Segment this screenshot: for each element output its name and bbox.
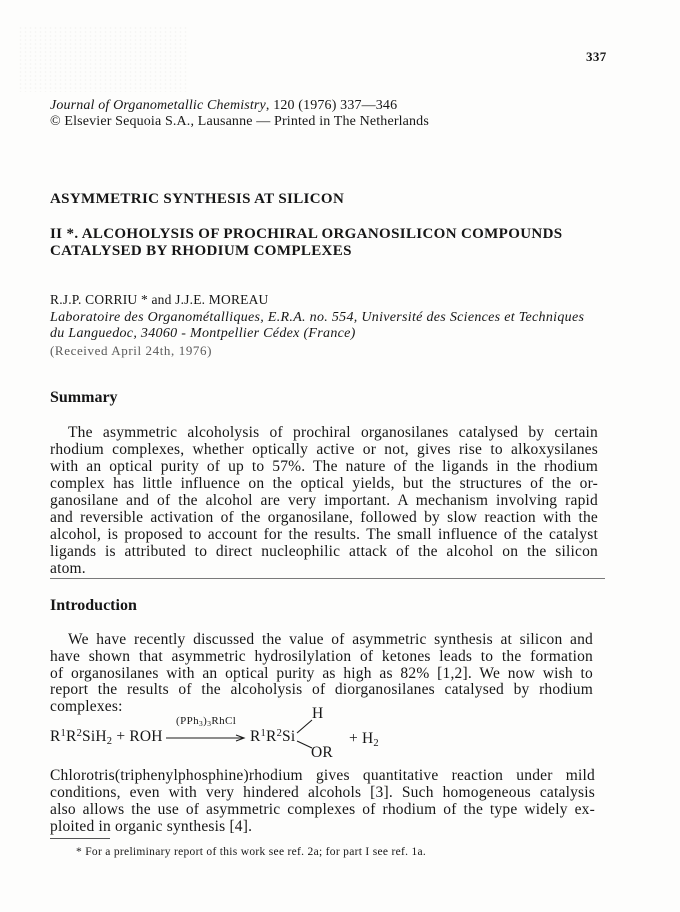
series-title: ASYMMETRIC SYNTHESIS AT SILICON: [50, 191, 345, 207]
r1-symbol: R: [250, 728, 261, 745]
catalyst-part: ): [203, 715, 208, 727]
affiliation-line: du Languedoc, 34060 - Montpellier Cédex (France): [50, 326, 356, 341]
summary-line: The asymmetric alcoholysis of prochiral organosilanes catalysed by certain: [68, 424, 598, 441]
introduction-line: report the results of the alcoholysis of diorganosilanes catalysed by rhodium: [50, 681, 593, 699]
summary-line: and reversible activation of the organosilane, followed by slow reaction with the: [50, 509, 598, 526]
equation-catalyst: [176, 715, 236, 727]
journal-volume-pages: , 120 (1976) 337—346: [265, 98, 398, 113]
introduction-line: We have recently discussed the value of asymmetric synthesis at silicon and: [68, 631, 593, 648]
introduction-line: also allows the use of asymmetric complexes of rhodium of the type widely ex-: [50, 801, 595, 818]
product-hydrogen: H: [312, 705, 324, 722]
summary-line: alcohol, is proposed to account for the results. The small influence of the catalyst: [50, 526, 598, 543]
reaction-arrow-icon: [166, 731, 246, 745]
product-alkoxy: OR: [311, 744, 333, 761]
r2-symbol: R: [66, 728, 77, 745]
footnote: * For a preliminary report of this work see ref. 2a; for part I see ref. 1a.: [76, 846, 427, 858]
page-number: 337: [586, 49, 607, 64]
equation-product: [250, 728, 295, 746]
introduction-line: complexes:: [50, 698, 123, 716]
introduction-line: Chlorotris(triphenylphosphine)rhodium gives quantitative reaction under mild: [50, 767, 595, 784]
introduction-line: have shown that asymmetric hydrosilylation of ketones leads to the formation: [50, 647, 593, 665]
summary-line: with an optical purity of up to 57%. The nature of the ligands in the rhodium: [50, 458, 598, 475]
equation-reactants: [50, 728, 163, 746]
summary-text: [50, 424, 598, 577]
introduction-line: conditions, even with very hindered alcohols [3]. Such homogeneous catalysis: [50, 784, 595, 801]
catalyst-part: (PPh: [176, 715, 199, 727]
article-title: [50, 226, 562, 260]
silicon-symbol: Si: [282, 728, 296, 745]
received-date: (Received April 24th, 1976): [50, 343, 213, 358]
hydrogen-subscript: 2: [373, 738, 379, 750]
summary-heading: Summary: [50, 389, 118, 406]
journal-header: [50, 98, 429, 130]
r1-superscript: 1: [60, 728, 67, 740]
summary-line: complex has little influence on the optical yields, but the structures of the or-: [50, 475, 598, 492]
alcohol-term: + ROH: [116, 728, 163, 745]
silane-symbol: SiH: [82, 728, 107, 745]
footnote-divider: [50, 838, 110, 839]
journal-name: Journal of Organometallic Chemistry: [50, 98, 266, 113]
introduction-heading: Introduction: [50, 597, 137, 614]
r1-superscript: 1: [260, 728, 267, 740]
introduction-line: of organosilanes with an optical purity as high as 82% [1,2]. We now wish to: [50, 664, 593, 682]
summary-line: atom.: [50, 560, 86, 577]
article-title-line: CATALYSED BY RHODIUM COMPLEXES: [50, 243, 352, 259]
introduction-line: ploited in organic synthesis [4].: [50, 818, 253, 835]
r2-symbol: R: [266, 728, 277, 745]
article-title-line: II *. ALCOHOLYSIS OF PROCHIRAL ORGANOSILICON COMPOUNDS: [50, 226, 563, 242]
bond-line-lower: [297, 741, 312, 748]
affiliation-line: Laboratoire des Organométalliques, E.R.A. no. 554, Université des Sciences et Techniques: [50, 310, 585, 325]
summary-line: ligands is attributed to direct nucleophilic attack of the alcohol on the silicon: [50, 543, 598, 560]
bond-line-upper: [297, 720, 312, 733]
catalyst-subscript: 3: [207, 719, 212, 729]
summary-line: rhodium complexes, whether optically active or not, gives rise to alkoxysilanes: [50, 441, 598, 458]
section-divider: [50, 578, 605, 579]
hydrogen-term: + H: [349, 730, 374, 747]
scan-speckle: [18, 26, 188, 92]
journal-citation-line: [50, 98, 429, 114]
r2-superscript: 2: [76, 728, 83, 740]
introduction-paragraph: [50, 767, 595, 835]
introduction-paragraph: [50, 632, 593, 716]
catalyst-subscript: 3: [199, 719, 204, 729]
authors: R.J.P. CORRIU * and J.J.E. MOREAU: [50, 292, 269, 307]
r1-symbol: R: [50, 728, 61, 745]
silane-subscript: 2: [106, 736, 113, 748]
catalyst-part: RhCl: [211, 715, 237, 727]
r2-superscript: 2: [276, 728, 283, 740]
equation-byproduct: [349, 730, 379, 748]
affiliation: [50, 310, 584, 342]
summary-line: ganosilane and of the alcohol are very important. A mechanism involving rapid: [50, 492, 598, 509]
copyright-line: © Elsevier Sequoia S.A., Lausanne — Printed in The Netherlands: [50, 114, 429, 129]
